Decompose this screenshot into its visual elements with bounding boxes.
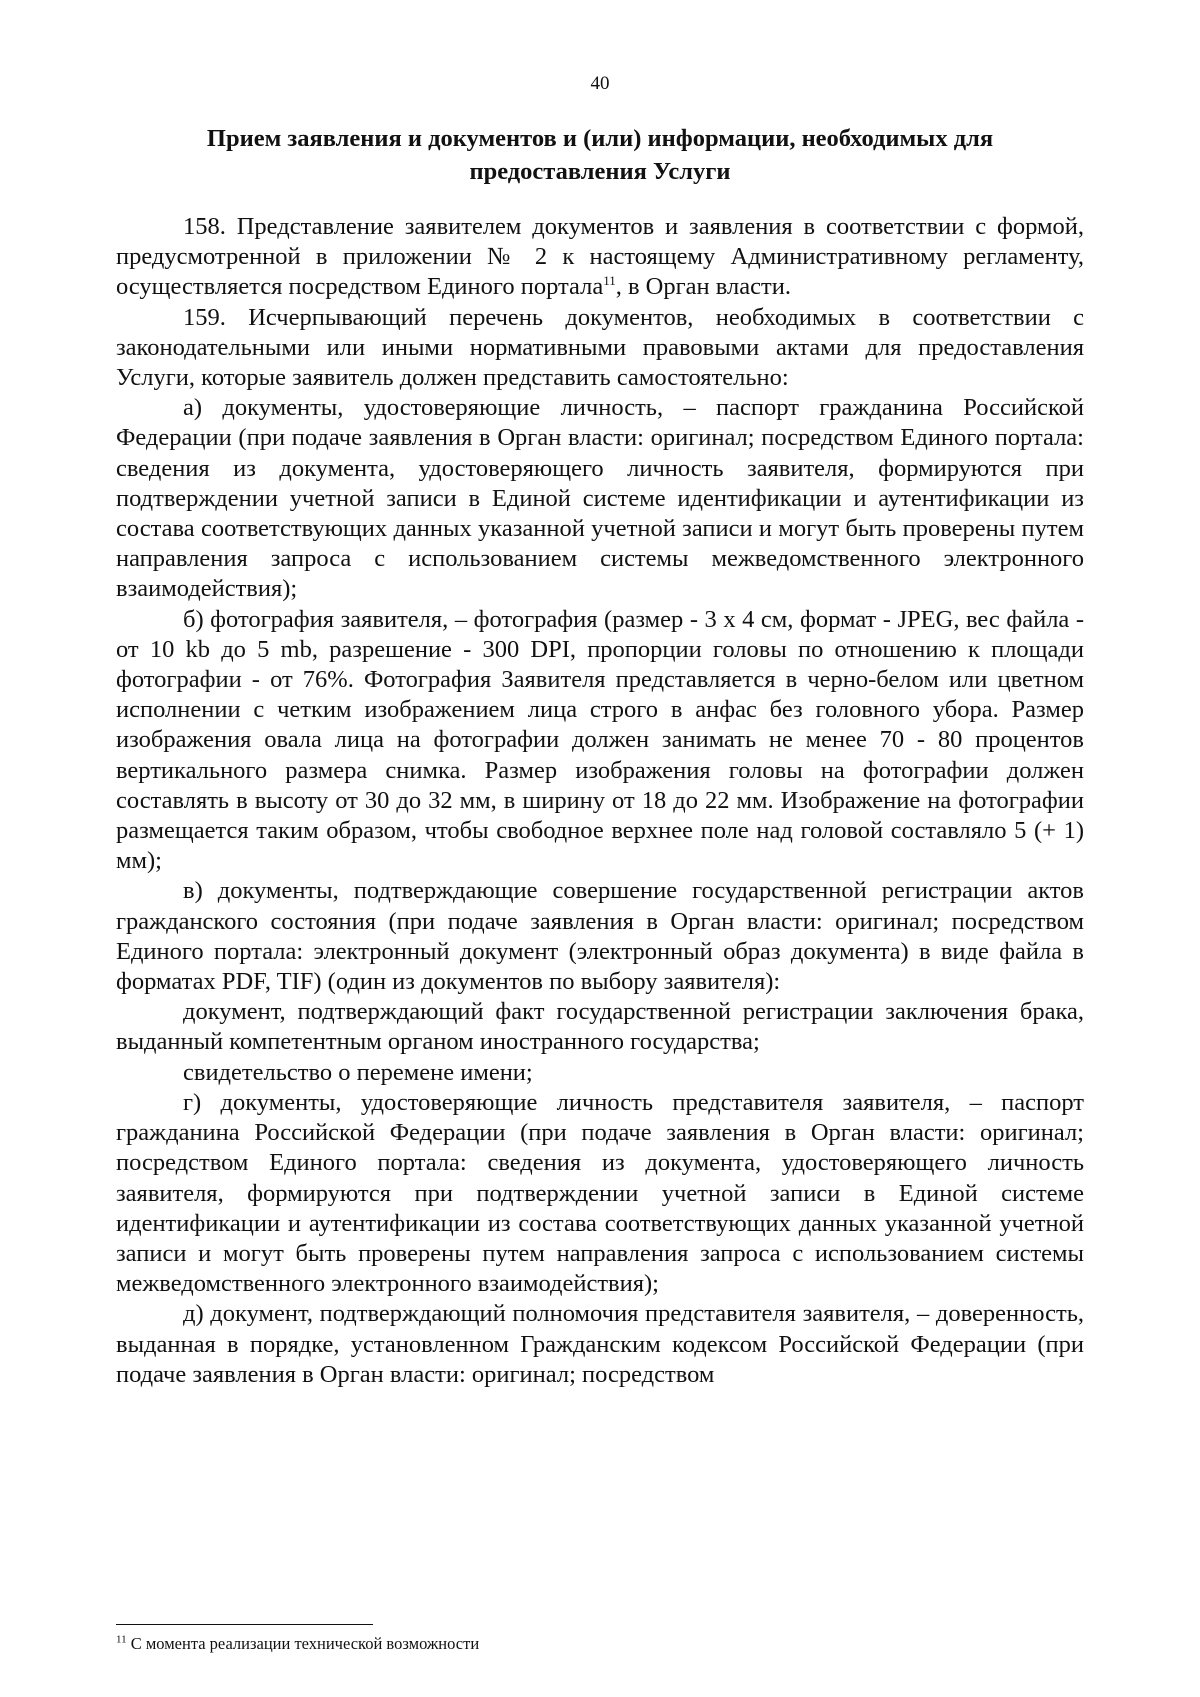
page-number: 40 bbox=[590, 73, 610, 94]
list-item-v: в) документы, подтверждающие совершение государственной регистрации актов гражданского состояния (при подаче заявления в Орган власти: оригинал; посредством Единого портала: электронный документ (электронный образ документа) в виде файла в форматах PDF, TIF) (один из документов по выбору заявителя): bbox=[116, 877, 1084, 996]
sub-item-name-change-certificate: свидетельство о перемене имени; bbox=[183, 1058, 533, 1086]
paragraph-159: 159. Исчерпывающий перечень документов, необходимых в соответствии с законодательными или иными нормативными правовыми актами для предоставления Услуги, которые заявитель должен представить самостоятельно: bbox=[116, 303, 1084, 392]
sub-item-marriage-document: документ, подтверждающий факт государственной регистрации заключения брака, выданный компетентным органом иностранного государства; bbox=[116, 998, 1084, 1056]
list-item-b: б) фотография заявителя, – фотография (размер - 3 х 4 см, формат - JPEG, вес файла - от 10 kb до 5 mb, разрешение - 300 DPI, пропорции головы по отношению к площади фотографии - от 76%. Фотография Заявителя представляется в черно-белом или цветном исполнении с четким изображением лица строго в анфас без головного убора. Размер изображения овала лица на фотографии должен занимать не менее 70 - 80 процентов вертикального размера снимка. Размер изображения головы на фотографии должен составлять в высоту от 30 до 32 мм, в ширину от 18 до 22 мм. Изображение на фотографии размещается таким образом, чтобы свободное верхнее поле над головой составляло 5 (+ 1) мм); bbox=[116, 605, 1084, 875]
paragraph-158 bbox=[116, 212, 1084, 303]
list-item-d: д) документ, подтверждающий полномочия представителя заявителя, – доверенность, выданная в порядке, установленном Гражданским кодексом Российской Федерации (при подаче заявления в Орган власти: оригинал; посредством bbox=[116, 1300, 1084, 1388]
footnote-separator bbox=[116, 1624, 373, 1625]
list-item-a: а) документы, удостоверяющие личность, – паспорт гражданина Российской Федерации (при подаче заявления в Орган власти: оригинал; посредством Единого портала: сведения из документа, удостоверяющего личность заявителя, формируются при подтверждении учетной записи в Единой системе идентификации и аутентификации из состава соответствующих данных указанной учетной записи и могут быть проверены путем направления запроса с использованием системы межведомственного электронного взаимодействия); bbox=[116, 394, 1084, 603]
section-heading: Прием заявления и документов и (или) информации, необходимых для предоставления Услуги bbox=[206, 125, 994, 185]
list-item-g: г) документы, удостоверяющие личность представителя заявителя, – паспорт гражданина Российской Федерации (при подаче заявления в Орган власти: оригинал; посредством Единого портала: сведения из документа, удостоверяющего личность заявителя, формируются при подтверждении учетной записи в Единой системе идентификации и аутентификации из состава соответствующих данных указанной учетной записи и могут быть проверены путем направления запроса с использованием системы межведомственного электронного взаимодействия); bbox=[116, 1088, 1084, 1298]
footnote-reference: 11 bbox=[603, 273, 616, 289]
paragraph-text: 158. Представление заявителем документов и заявления в соответствии с формой, предусмотренной в приложении № 2 к настоящему Административному регламенту, осуществляется посредством Единого портала bbox=[116, 213, 1084, 301]
document-body bbox=[116, 212, 1084, 1390]
footnote bbox=[116, 1633, 1084, 1655]
footnote-text: С момента реализации технической возможности bbox=[126, 1634, 480, 1653]
footnote-marker: 11 bbox=[116, 1633, 127, 1646]
paragraph-text: , в Орган власти. bbox=[615, 273, 791, 301]
